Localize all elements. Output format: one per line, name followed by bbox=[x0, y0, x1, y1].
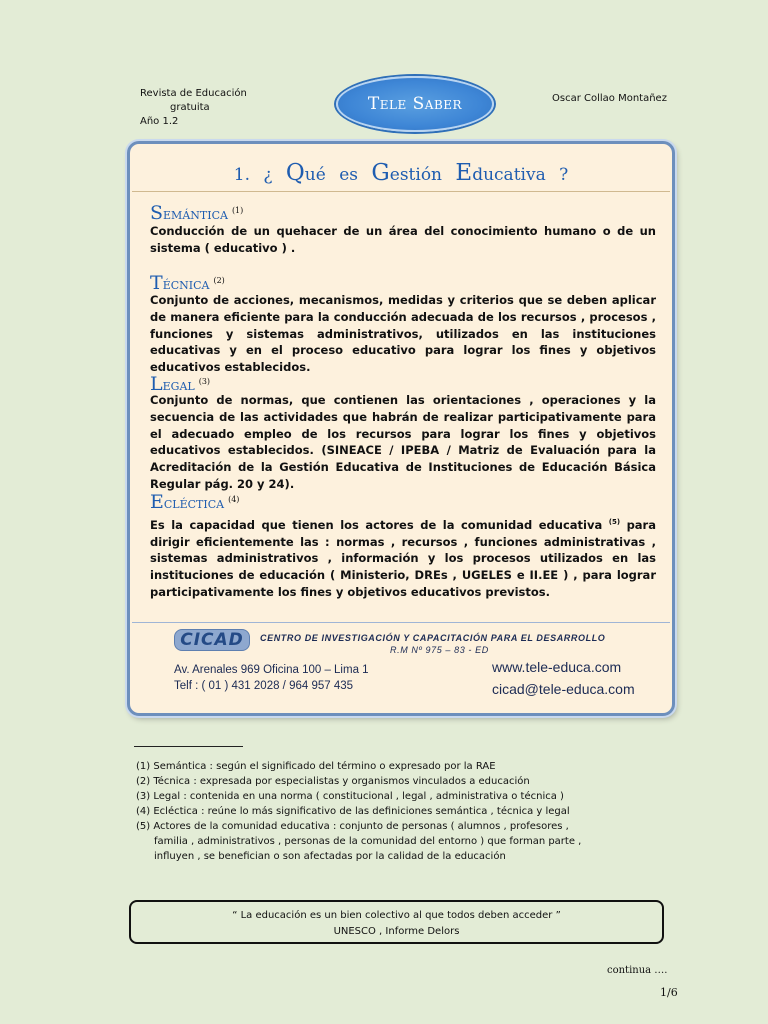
logo-text: Tele Saber bbox=[367, 94, 463, 114]
author-name: Oscar Collao Montañez bbox=[552, 93, 667, 104]
footnote-separator bbox=[134, 746, 243, 747]
title-text: 1. ¿ Qué es Gestión Educativa ? bbox=[233, 160, 569, 186]
section-heading-eclectica: Ecléctica $^{(4)}$ bbox=[150, 491, 240, 513]
magazine-info bbox=[140, 87, 247, 129]
center-name: CENTRO DE INVESTIGACIÓN Y CAPACITACIÓN PARA EL DESARROLLO bbox=[260, 633, 606, 643]
footer-divider bbox=[132, 622, 670, 623]
cicad-logo: CICAD bbox=[174, 629, 250, 651]
website-link[interactable]: www.tele-educa.com bbox=[492, 659, 622, 675]
footnote-4: (4) Ecléctica : reúne lo más significativo de las definiciones semántica , técnica y legal bbox=[136, 806, 570, 817]
magazine-free-label: gratuita bbox=[170, 102, 210, 113]
content-card bbox=[127, 141, 675, 716]
tele-saber-logo bbox=[336, 76, 494, 132]
footnote-2: (2) Técnica : expresada por especialistas y organismos vinculados a educación bbox=[136, 776, 530, 787]
card-title bbox=[132, 152, 670, 192]
footnote-5: (5) Actores de la comunidad educativa : conjunto de personas ( alumnos , profesores , bbox=[136, 821, 569, 832]
quote-source: UNESCO , Informe Delors bbox=[333, 926, 460, 937]
address: Av. Arenales 969 Oficina 100 – Lima 1 bbox=[174, 664, 369, 676]
section-heading-legal: Legal $^{(3)}$ bbox=[150, 373, 211, 395]
section-heading-semantica: Semántica $^{(1)}$ bbox=[150, 202, 244, 224]
magazine-year: Año 1.2 bbox=[140, 116, 179, 127]
footnote-3: (3) Legal : contenida en una norma ( constitucional , legal , administrativa o técnica ) bbox=[136, 791, 564, 802]
quote-text: “ La educación es un bien colectivo al que todos deben acceder ” bbox=[232, 910, 561, 921]
center-registration: R.M Nº 975 – 83 - ED bbox=[390, 645, 489, 655]
section-heading-tecnica: Técnica $^{(2)}$ bbox=[150, 272, 225, 294]
magazine-name: Revista de Educación bbox=[140, 88, 247, 99]
section-text-legal: Conjunto de normas, que contienen las orientaciones , operaciones y la secuencia de las actividades que habrán de realizar participativamente para el adecuado empleo de los recursos para lograr los fines y objetivos educativos establecidos. (SINEACE / IPEBA / Matriz de Evaluación para la Acreditación de la Gestión Educativa de Instituciones de Educación Básica Regular pág. 20 y 24). bbox=[150, 393, 656, 491]
continued-label: continua …. bbox=[607, 965, 668, 976]
section-text-semantica: Conducción de un quehacer de un área del conocimiento humano o de un sistema ( educativo ) . bbox=[150, 224, 656, 255]
section-text-tecnica: Conjunto de acciones, mecanismos, medidas y criterios que se deben aplicar de manera eficiente para la conducción adecuada de los recursos , procesos , funciones y sistemas administrativos, utilizados en las instituciones educativas y en el proceso educativo para lograr los fines y objetivos educativos establecidos. bbox=[150, 293, 656, 375]
footnote-1: (1) Semántica : según el significado del término o expresado por la RAE bbox=[136, 761, 496, 772]
quote-box bbox=[129, 900, 664, 944]
footnote-5-cont-1: familia , administrativos , personas de la comunidad del entorno ) que forman parte , bbox=[154, 836, 582, 847]
page-number: 1/6 bbox=[660, 986, 678, 999]
footnote-5-cont-2: influyen , se benefician o son afectadas por la calidad de la educación bbox=[154, 851, 506, 862]
phone: Telf : ( 01 ) 431 2028 / 964 957 435 bbox=[174, 680, 354, 692]
email-link[interactable]: cicad@tele-educa.com bbox=[492, 681, 635, 697]
section-text-eclectica: Es la capacidad que tienen los actores de la comunidad educativa $^{(5)}$ para dirigir eficientemente las : normas , recursos , funciones administrativas , sistemas administrativos , información y los procesos utilizados en las instituciones de educación ( Ministerio, DREs , UGELES e II.EE ) , para lograr participativamente los fines y objetivos educativos previstos. bbox=[150, 517, 656, 600]
